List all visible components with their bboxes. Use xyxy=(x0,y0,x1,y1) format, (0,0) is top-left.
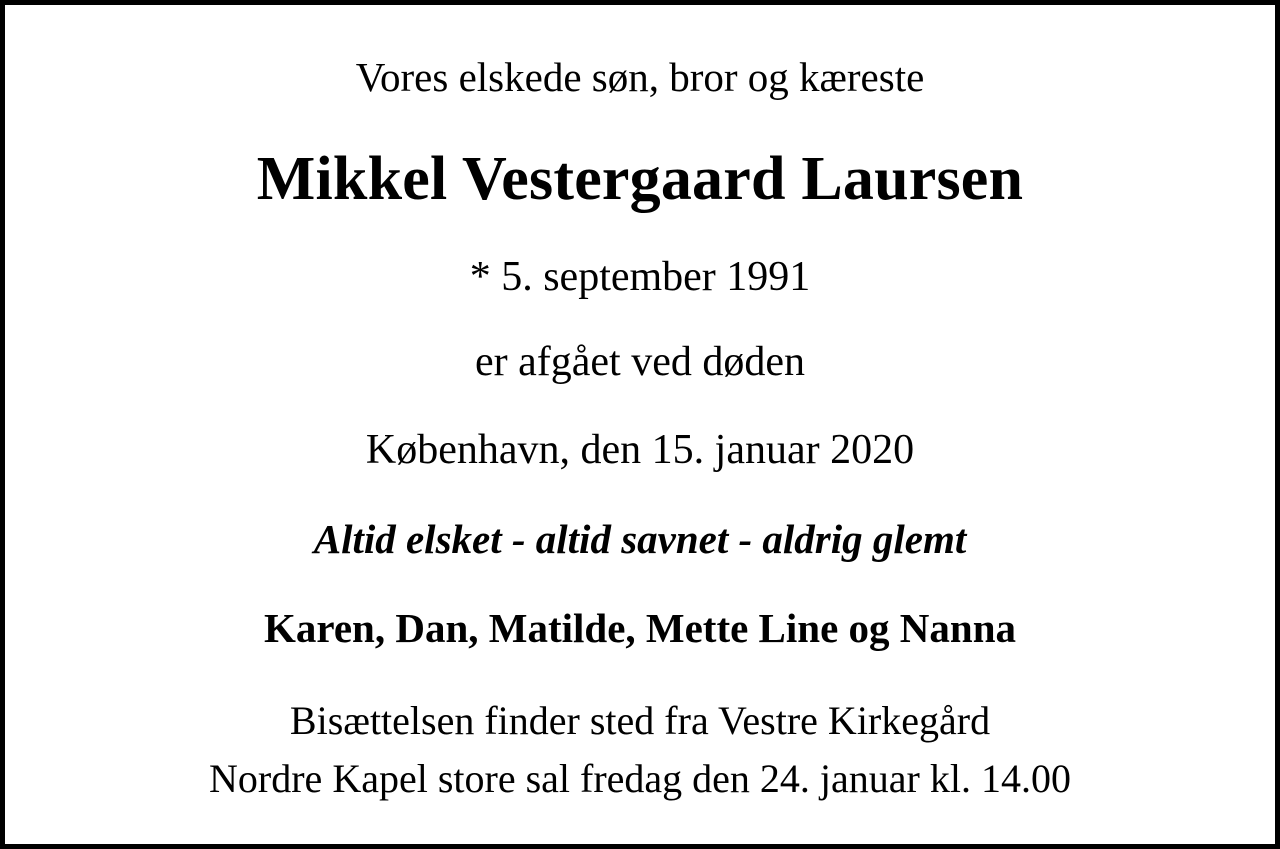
place-and-date: København, den 15. januar 2020 xyxy=(365,426,915,473)
death-phrase: er afgået ved døden xyxy=(475,339,805,386)
survivors-list: Karen, Dan, Matilde, Mette Line og Nanna xyxy=(264,604,1016,651)
intro-text: Vores elskede søn, bror og kæreste xyxy=(355,54,925,100)
funeral-details xyxy=(45,692,1235,808)
birth-date: * 5. september 1991 xyxy=(469,253,811,300)
deceased-name: Mikkel Vestergaard Laursen xyxy=(256,145,1024,214)
epitaph-text: Altid elsket - altid savnet - aldrig glemt xyxy=(313,516,967,563)
funeral-line-2: Nordre Kapel store sal fredag den 24. januar kl. 14.00 xyxy=(209,755,1071,801)
funeral-line-1: Bisættelsen finder sted fra Vestre Kirkegård xyxy=(289,697,991,743)
